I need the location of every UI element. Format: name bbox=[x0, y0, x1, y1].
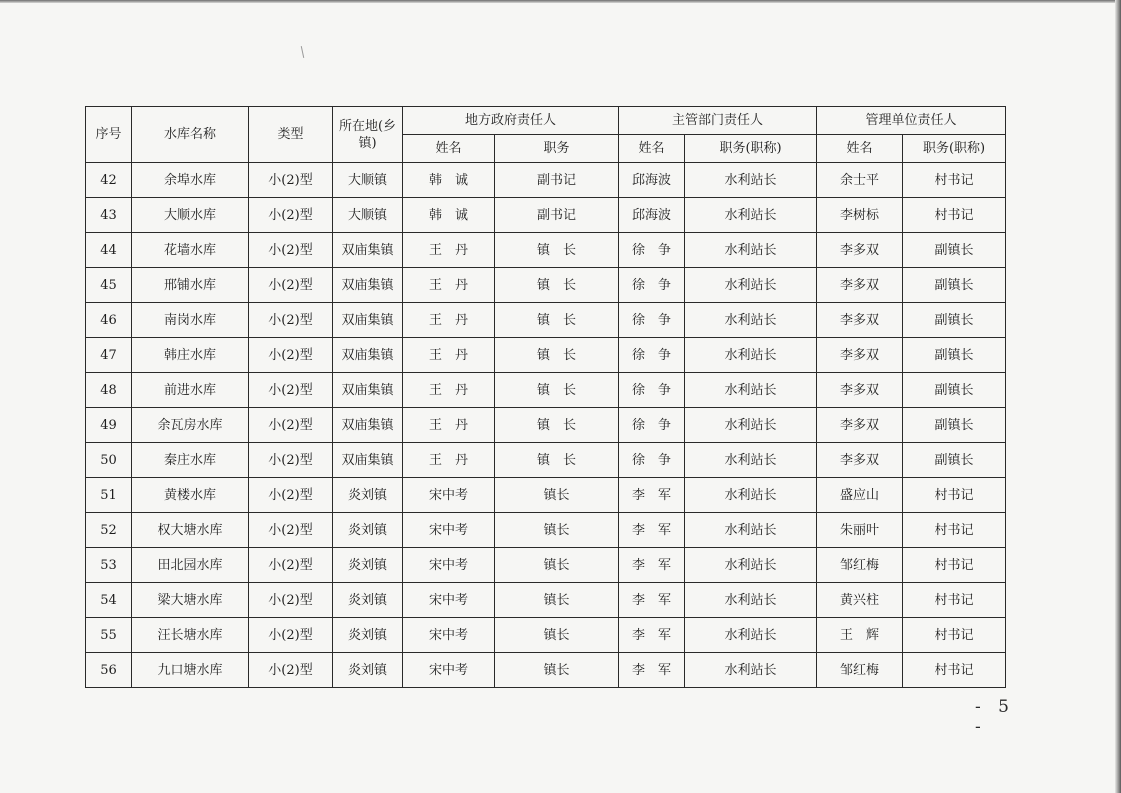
cell-gov-name: 王 丹 bbox=[403, 268, 495, 303]
cell-dept-position: 水利站长 bbox=[685, 163, 817, 198]
header-mgmt-position: 职务(职称) bbox=[903, 135, 1006, 163]
cell-location: 双庙集镇 bbox=[333, 233, 403, 268]
table-row bbox=[86, 408, 1006, 443]
cell-mgmt-name: 朱丽叶 bbox=[817, 513, 903, 548]
header-type: 类型 bbox=[249, 107, 333, 163]
cell-type: 小(2)型 bbox=[249, 513, 333, 548]
cell-dept-position: 水利站长 bbox=[685, 478, 817, 513]
cell-mgmt-name: 李多双 bbox=[817, 408, 903, 443]
table-row bbox=[86, 583, 1006, 618]
cell-dept-name: 徐 争 bbox=[619, 443, 685, 478]
cell-gov-name: 王 丹 bbox=[403, 408, 495, 443]
cell-dept-name: 李 军 bbox=[619, 513, 685, 548]
cell-mgmt-position: 副镇长 bbox=[903, 373, 1006, 408]
cell-mgmt-position: 村书记 bbox=[903, 618, 1006, 653]
cell-gov-name: 宋中考 bbox=[403, 548, 495, 583]
cell-location: 炎刘镇 bbox=[333, 478, 403, 513]
cell-reservoir-name: 田北园水库 bbox=[132, 548, 249, 583]
header-reservoir-name: 水库名称 bbox=[132, 107, 249, 163]
table-row bbox=[86, 653, 1006, 688]
header-gov-position: 职务 bbox=[495, 135, 619, 163]
cell-location: 双庙集镇 bbox=[333, 268, 403, 303]
cell-gov-name: 宋中考 bbox=[403, 653, 495, 688]
cell-location: 炎刘镇 bbox=[333, 653, 403, 688]
cell-reservoir-name: 余埠水库 bbox=[132, 163, 249, 198]
cell-gov-name: 王 丹 bbox=[403, 233, 495, 268]
cell-reservoir-name: 权大塘水库 bbox=[132, 513, 249, 548]
header-gov-name: 姓名 bbox=[403, 135, 495, 163]
cell-gov-position: 镇 长 bbox=[495, 338, 619, 373]
scan-artifact-mark bbox=[301, 46, 304, 58]
cell-type: 小(2)型 bbox=[249, 233, 333, 268]
cell-gov-name: 王 丹 bbox=[403, 303, 495, 338]
cell-gov-name: 韩 诚 bbox=[403, 198, 495, 233]
cell-gov-position: 副书记 bbox=[495, 198, 619, 233]
cell-seq: 47 bbox=[86, 338, 132, 373]
cell-reservoir-name: 前进水库 bbox=[132, 373, 249, 408]
cell-dept-position: 水利站长 bbox=[685, 513, 817, 548]
cell-dept-name: 李 军 bbox=[619, 653, 685, 688]
header-seq: 序号 bbox=[86, 107, 132, 163]
cell-gov-position: 镇长 bbox=[495, 513, 619, 548]
cell-gov-position: 镇 长 bbox=[495, 303, 619, 338]
cell-location: 双庙集镇 bbox=[333, 443, 403, 478]
cell-location: 双庙集镇 bbox=[333, 338, 403, 373]
cell-dept-position: 水利站长 bbox=[685, 268, 817, 303]
cell-reservoir-name: 花墙水库 bbox=[132, 233, 249, 268]
table-row bbox=[86, 513, 1006, 548]
table-row bbox=[86, 233, 1006, 268]
cell-seq: 50 bbox=[86, 443, 132, 478]
cell-dept-name: 李 军 bbox=[619, 618, 685, 653]
cell-gov-name: 宋中考 bbox=[403, 513, 495, 548]
cell-type: 小(2)型 bbox=[249, 408, 333, 443]
cell-mgmt-name: 李多双 bbox=[817, 373, 903, 408]
cell-seq: 55 bbox=[86, 618, 132, 653]
cell-reservoir-name: 韩庄水库 bbox=[132, 338, 249, 373]
scan-edge-top bbox=[0, 0, 1121, 3]
table-header-row bbox=[86, 107, 1006, 135]
cell-dept-position: 水利站长 bbox=[685, 653, 817, 688]
cell-gov-position: 镇长 bbox=[495, 548, 619, 583]
header-mgmt-group: 管理单位责任人 bbox=[817, 107, 1006, 135]
cell-dept-position: 水利站长 bbox=[685, 618, 817, 653]
cell-dept-name: 李 军 bbox=[619, 583, 685, 618]
cell-location: 双庙集镇 bbox=[333, 408, 403, 443]
cell-gov-position: 镇 长 bbox=[495, 233, 619, 268]
header-dept-name: 姓名 bbox=[619, 135, 685, 163]
cell-reservoir-name: 秦庄水库 bbox=[132, 443, 249, 478]
cell-dept-position: 水利站长 bbox=[685, 583, 817, 618]
cell-location: 炎刘镇 bbox=[333, 618, 403, 653]
cell-mgmt-name: 李多双 bbox=[817, 233, 903, 268]
cell-type: 小(2)型 bbox=[249, 373, 333, 408]
cell-dept-name: 邱海波 bbox=[619, 163, 685, 198]
cell-gov-name: 宋中考 bbox=[403, 618, 495, 653]
cell-mgmt-position: 村书记 bbox=[903, 653, 1006, 688]
cell-seq: 44 bbox=[86, 233, 132, 268]
cell-mgmt-position: 副镇长 bbox=[903, 303, 1006, 338]
cell-gov-position: 镇长 bbox=[495, 653, 619, 688]
cell-mgmt-position: 村书记 bbox=[903, 548, 1006, 583]
cell-dept-position: 水利站长 bbox=[685, 373, 817, 408]
cell-type: 小(2)型 bbox=[249, 268, 333, 303]
cell-reservoir-name: 梁大塘水库 bbox=[132, 583, 249, 618]
cell-type: 小(2)型 bbox=[249, 548, 333, 583]
cell-type: 小(2)型 bbox=[249, 583, 333, 618]
cell-location: 双庙集镇 bbox=[333, 373, 403, 408]
header-dept-group: 主管部门责任人 bbox=[619, 107, 817, 135]
cell-mgmt-position: 村书记 bbox=[903, 513, 1006, 548]
cell-reservoir-name: 黄楼水库 bbox=[132, 478, 249, 513]
cell-dept-name: 徐 争 bbox=[619, 303, 685, 338]
cell-dept-position: 水利站长 bbox=[685, 338, 817, 373]
cell-mgmt-position: 村书记 bbox=[903, 583, 1006, 618]
cell-dept-position: 水利站长 bbox=[685, 198, 817, 233]
cell-dept-position: 水利站长 bbox=[685, 233, 817, 268]
cell-type: 小(2)型 bbox=[249, 618, 333, 653]
cell-mgmt-name: 李树标 bbox=[817, 198, 903, 233]
cell-dept-name: 李 军 bbox=[619, 548, 685, 583]
table-row bbox=[86, 373, 1006, 408]
scan-edge-right bbox=[1115, 0, 1121, 793]
cell-gov-position: 镇 长 bbox=[495, 408, 619, 443]
cell-mgmt-position: 副镇长 bbox=[903, 408, 1006, 443]
cell-seq: 51 bbox=[86, 478, 132, 513]
table-row bbox=[86, 303, 1006, 338]
header-location: 所在地(乡镇) bbox=[333, 107, 403, 163]
table-row bbox=[86, 198, 1006, 233]
cell-mgmt-name: 盛应山 bbox=[817, 478, 903, 513]
cell-seq: 42 bbox=[86, 163, 132, 198]
cell-seq: 43 bbox=[86, 198, 132, 233]
cell-mgmt-position: 副镇长 bbox=[903, 268, 1006, 303]
cell-gov-name: 王 丹 bbox=[403, 338, 495, 373]
cell-seq: 53 bbox=[86, 548, 132, 583]
cell-mgmt-name: 李多双 bbox=[817, 443, 903, 478]
cell-type: 小(2)型 bbox=[249, 443, 333, 478]
cell-gov-name: 王 丹 bbox=[403, 443, 495, 478]
cell-dept-name: 徐 争 bbox=[619, 373, 685, 408]
cell-mgmt-name: 李多双 bbox=[817, 303, 903, 338]
cell-mgmt-position: 副镇长 bbox=[903, 233, 1006, 268]
cell-mgmt-name: 王 辉 bbox=[817, 618, 903, 653]
cell-mgmt-name: 李多双 bbox=[817, 268, 903, 303]
cell-mgmt-name: 李多双 bbox=[817, 338, 903, 373]
header-dept-position: 职务(职称) bbox=[685, 135, 817, 163]
cell-dept-name: 徐 争 bbox=[619, 408, 685, 443]
cell-mgmt-name: 邹红梅 bbox=[817, 653, 903, 688]
cell-location: 双庙集镇 bbox=[333, 303, 403, 338]
header-gov-group: 地方政府责任人 bbox=[403, 107, 619, 135]
table-row bbox=[86, 268, 1006, 303]
reservoir-responsibility-table bbox=[85, 106, 1006, 688]
cell-type: 小(2)型 bbox=[249, 303, 333, 338]
cell-location: 炎刘镇 bbox=[333, 513, 403, 548]
cell-mgmt-name: 黄兴柱 bbox=[817, 583, 903, 618]
cell-reservoir-name: 邢铺水库 bbox=[132, 268, 249, 303]
cell-seq: 48 bbox=[86, 373, 132, 408]
cell-type: 小(2)型 bbox=[249, 338, 333, 373]
cell-gov-position: 镇长 bbox=[495, 478, 619, 513]
cell-dept-name: 徐 争 bbox=[619, 268, 685, 303]
cell-mgmt-position: 副镇长 bbox=[903, 443, 1006, 478]
cell-dept-name: 李 军 bbox=[619, 478, 685, 513]
cell-location: 大顺镇 bbox=[333, 163, 403, 198]
cell-mgmt-position: 副镇长 bbox=[903, 338, 1006, 373]
cell-seq: 46 bbox=[86, 303, 132, 338]
cell-dept-name: 邱海波 bbox=[619, 198, 685, 233]
cell-gov-name: 宋中考 bbox=[403, 478, 495, 513]
cell-gov-position: 镇 长 bbox=[495, 443, 619, 478]
cell-location: 炎刘镇 bbox=[333, 583, 403, 618]
cell-gov-position: 镇长 bbox=[495, 618, 619, 653]
cell-dept-position: 水利站长 bbox=[685, 443, 817, 478]
table-row bbox=[86, 478, 1006, 513]
cell-dept-name: 徐 争 bbox=[619, 338, 685, 373]
cell-reservoir-name: 南岗水库 bbox=[132, 303, 249, 338]
cell-type: 小(2)型 bbox=[249, 653, 333, 688]
cell-reservoir-name: 大顺水库 bbox=[132, 198, 249, 233]
cell-mgmt-position: 村书记 bbox=[903, 478, 1006, 513]
cell-location: 大顺镇 bbox=[333, 198, 403, 233]
cell-mgmt-position: 村书记 bbox=[903, 163, 1006, 198]
table-row bbox=[86, 618, 1006, 653]
cell-gov-position: 副书记 bbox=[495, 163, 619, 198]
cell-dept-name: 徐 争 bbox=[619, 233, 685, 268]
cell-type: 小(2)型 bbox=[249, 198, 333, 233]
cell-mgmt-position: 村书记 bbox=[903, 198, 1006, 233]
cell-location: 炎刘镇 bbox=[333, 548, 403, 583]
table-row bbox=[86, 443, 1006, 478]
cell-type: 小(2)型 bbox=[249, 163, 333, 198]
cell-type: 小(2)型 bbox=[249, 478, 333, 513]
cell-gov-position: 镇 长 bbox=[495, 373, 619, 408]
cell-seq: 56 bbox=[86, 653, 132, 688]
cell-reservoir-name: 九口塘水库 bbox=[132, 653, 249, 688]
table-body bbox=[86, 163, 1006, 688]
cell-dept-position: 水利站长 bbox=[685, 548, 817, 583]
cell-gov-name: 王 丹 bbox=[403, 373, 495, 408]
cell-gov-name: 韩 诚 bbox=[403, 163, 495, 198]
cell-dept-position: 水利站长 bbox=[685, 408, 817, 443]
cell-reservoir-name: 汪长塘水库 bbox=[132, 618, 249, 653]
cell-mgmt-name: 邹红梅 bbox=[817, 548, 903, 583]
cell-seq: 52 bbox=[86, 513, 132, 548]
header-mgmt-name: 姓名 bbox=[817, 135, 903, 163]
cell-dept-position: 水利站长 bbox=[685, 303, 817, 338]
cell-mgmt-name: 余士平 bbox=[817, 163, 903, 198]
table-row bbox=[86, 338, 1006, 373]
cell-seq: 49 bbox=[86, 408, 132, 443]
cell-gov-position: 镇 长 bbox=[495, 268, 619, 303]
cell-seq: 54 bbox=[86, 583, 132, 618]
page-number: - 5 - bbox=[975, 697, 1015, 737]
table-row bbox=[86, 548, 1006, 583]
cell-reservoir-name: 余瓦房水库 bbox=[132, 408, 249, 443]
cell-gov-name: 宋中考 bbox=[403, 583, 495, 618]
cell-seq: 45 bbox=[86, 268, 132, 303]
cell-gov-position: 镇长 bbox=[495, 583, 619, 618]
table-row bbox=[86, 163, 1006, 198]
